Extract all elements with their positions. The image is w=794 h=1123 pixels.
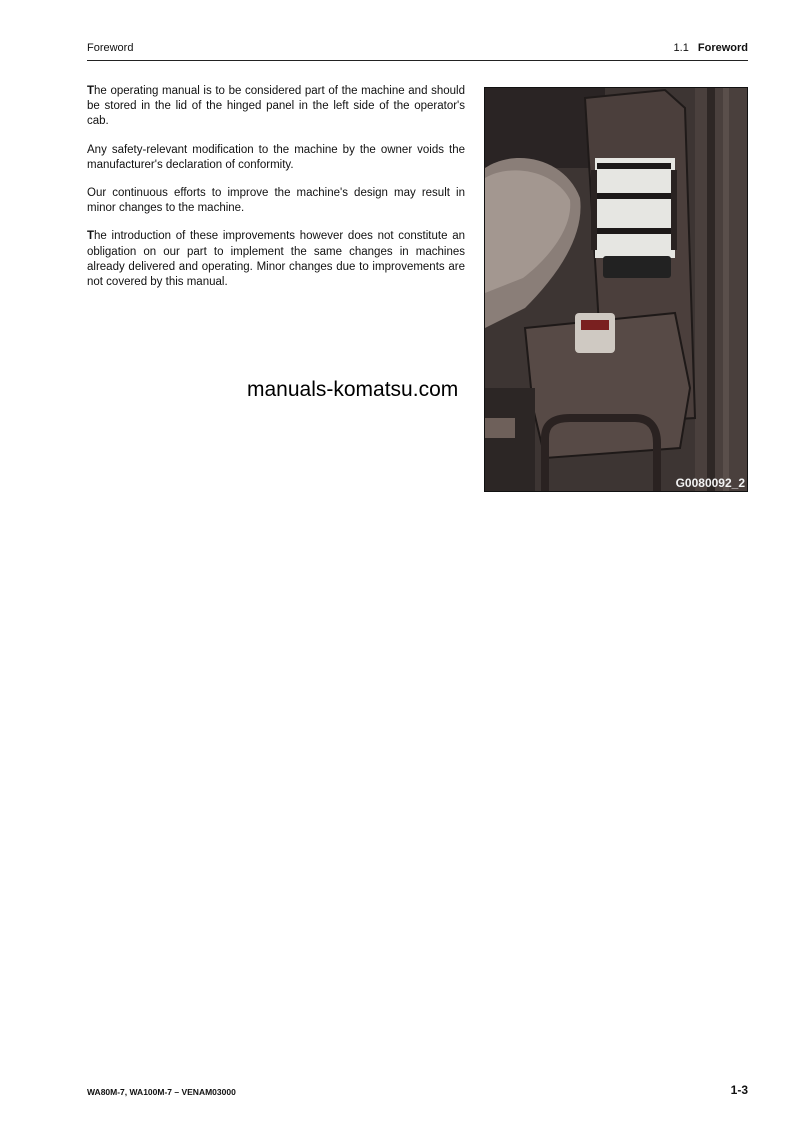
footer-model-info: WA80M-7, WA100M-7 – VENAM03000 bbox=[87, 1087, 236, 1097]
paragraph-text: he introduction of these improvements however does not constitute an obligation on our part to implement the same changes in machines already delivered and operating. Minor changes due to improvements are not covered by this manual. bbox=[87, 230, 465, 289]
running-header-right bbox=[674, 42, 748, 54]
paragraph bbox=[87, 143, 465, 173]
figure-id-label: G0080092_2 bbox=[675, 476, 745, 490]
paragraph-initial: T bbox=[87, 85, 95, 97]
paragraph-initial: T bbox=[87, 230, 95, 243]
section-number: 1.1 bbox=[673, 42, 689, 54]
paragraph bbox=[87, 84, 465, 130]
paragraph-text: Any safety-relevant modification to the machine by the owner voids the manufacturer's declaration of conformity. bbox=[87, 143, 465, 171]
paragraph-text: he operating manual is to be considered part of the machine and should be stored in the lid of the hinged panel in the left side of the operator's cab. bbox=[87, 85, 465, 128]
section-title: Foreword bbox=[697, 42, 748, 54]
paragraph bbox=[87, 186, 465, 216]
body-text bbox=[87, 84, 465, 303]
photo-illustration bbox=[485, 88, 748, 492]
paragraph bbox=[87, 229, 465, 290]
page-number: 1-3 bbox=[730, 1083, 748, 1097]
watermark-text: manuals-komatsu.com bbox=[247, 378, 459, 401]
paragraph-text: Our continuous efforts to improve the machine's design may result in minor changes to the machine. bbox=[87, 187, 465, 215]
cab-panel-photo bbox=[484, 87, 748, 492]
running-header-left: Foreword bbox=[87, 42, 134, 54]
header-rule bbox=[87, 60, 748, 61]
